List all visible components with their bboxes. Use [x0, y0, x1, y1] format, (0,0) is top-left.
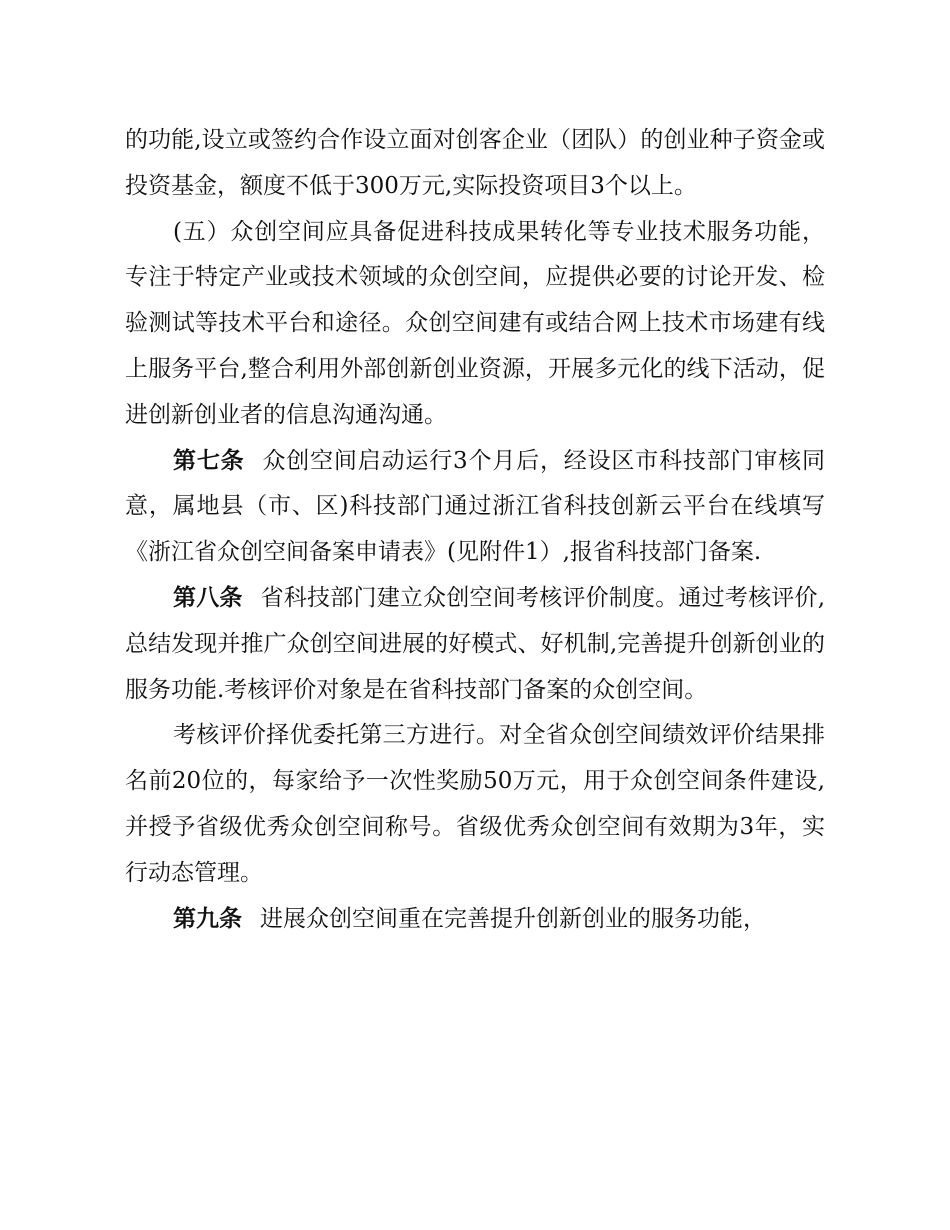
- document-body: [125, 118, 825, 942]
- paragraph-text: 进展众创空间重在完善提升创新创业的服务功能，: [260, 905, 766, 932]
- article-number: 第九条: [173, 905, 242, 932]
- paragraph-2: [125, 210, 825, 439]
- article-7: [125, 439, 825, 576]
- article-9: [125, 897, 825, 943]
- article-number: 第八条: [173, 584, 243, 611]
- paragraph-text: 省科技部门建立众创空间考核评价制度。通过考核评价,总结发现并推广众创空间进展的好模式、好机制,完善提升创新创业的服务功能.考核评价对象是在省科技部门备案的众创空间。: [125, 584, 826, 703]
- paragraph-text: 考核评价择优委托第三方进行。对全省众创空间绩效评价结果排名前20位的，每家给予一次性奖励50万元，用于众创空间条件建设,并授予省级优秀众创空间称号。省级优秀众创空间有效期为3年，实行动态管理。: [125, 722, 825, 886]
- paragraph-1: [125, 118, 825, 210]
- paragraph-text: 众创空间启动运行3个月后，经设区市科技部门审核同意，属地县（市、区)科技部门通过浙江省科技创新云平台在线填写《浙江省众创空间备案申请表》(见附件1）,报省科技部门备案.: [125, 447, 825, 566]
- paragraph-text: 的功能,设立或签约合作设立面对创客企业（团队）的创业种子资金或投资基金，额度不低于300万元,实际投资项目3个以上。: [125, 127, 825, 199]
- article-number: 第七条: [173, 447, 245, 474]
- article-8: [125, 576, 825, 713]
- paragraph-5: [125, 713, 825, 896]
- paragraph-text: (五）众创空间应具备促进科技成果转化等专业技术服务功能，专注于特定产业或技术领域的众创空间，应提供必要的讨论开发、检验测试等技术平台和途径。众创空间建有或结合网上技术市场建有线上服务平台,整合利用外部创新创业资源，开展多元化的线下活动，促进创新创业者的信息沟通沟通。: [125, 218, 825, 428]
